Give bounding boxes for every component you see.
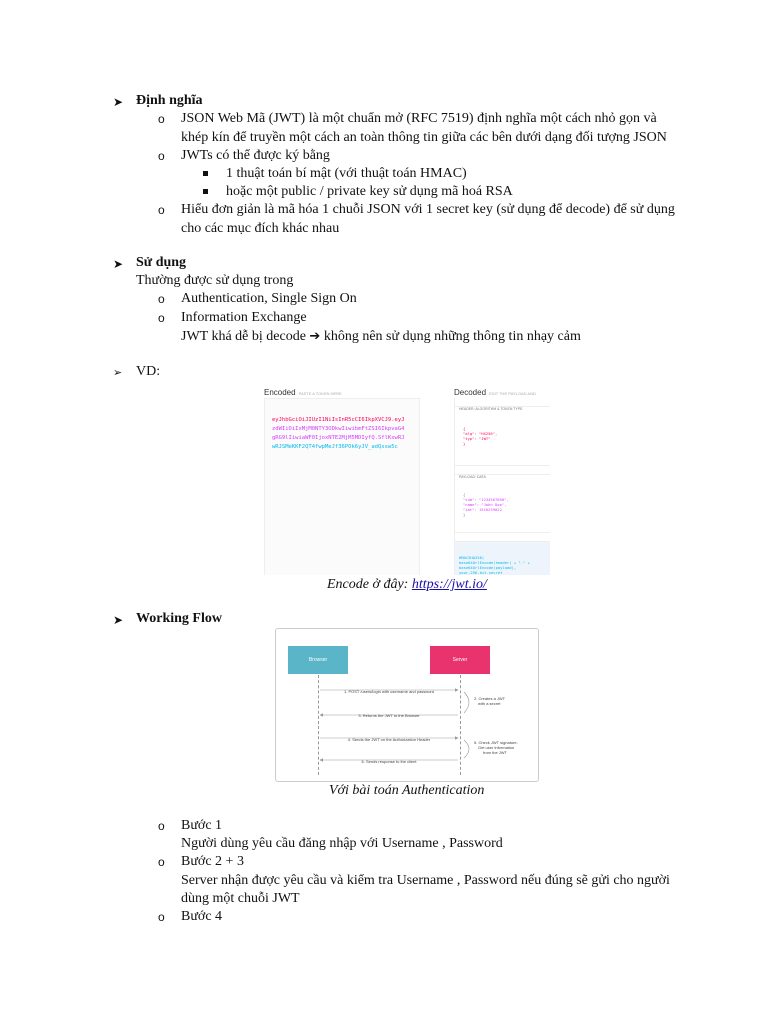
payload-json-line: "name": "John Doe", <box>463 502 507 507</box>
header-json-line: { <box>463 426 466 431</box>
payload-json-line: { <box>463 492 466 497</box>
definition-item-2: JWTs có thể được ký bằng <box>181 148 330 163</box>
list-bullet-o-icon: o <box>158 910 165 924</box>
definition-item-3-cont: cho các mục đích khác nhau <box>181 221 340 236</box>
flow-message-4: 6. Sends response to the client <box>361 759 417 764</box>
section-heading-example: VD: <box>136 364 161 379</box>
server-box: Server <box>430 646 490 674</box>
step-1-title: Bước 1 <box>181 818 223 833</box>
usage-note-right: không nên sử dụng những thông tin nhạy cảm <box>323 329 581 344</box>
definition-item-1-cont: khép kín để truyền một cách an toàn thông tin giữa các bên dưới dạng đối tượng JSON <box>181 130 667 145</box>
payload-json-line: } <box>463 512 466 517</box>
usage-item-1: Authentication, Single Sign On <box>181 291 357 306</box>
step-1-desc: Người dùng yêu cầu đăng nhập với Username , Password <box>181 836 503 851</box>
list-bullet-o-icon: o <box>158 292 165 306</box>
example-caption <box>327 576 487 594</box>
definition-subitem-2: hoặc một public / private key sử dụng mã hoá RSA <box>226 184 513 199</box>
section-heading-usage: Sử dụng <box>136 255 187 270</box>
verify-line: your-256-bit-secret <box>459 570 503 575</box>
verify-line: base64UrlEncode(payload), <box>459 565 517 570</box>
decoded-title: Decoded EDIT THE PAYLOAD AND <box>454 388 536 397</box>
list-bullet-o-icon: o <box>158 112 165 126</box>
browser-box: Browser <box>288 646 348 674</box>
step-2-desc: Server nhận được yêu cầu và kiểm tra Username , Password nếu đúng sẽ gửi cho người <box>181 873 670 888</box>
definition-item-3: Hiểu đơn giản là mã hóa 1 chuỗi JSON với 1 secret key (sử dụng để decode) để sử dụng <box>181 202 675 217</box>
payload-section <box>455 465 550 479</box>
flow-message-3: 4. Sends the JWT on the Authorization Header <box>347 737 431 742</box>
right-arrow-icon: ➔ <box>309 329 321 344</box>
verify-section <box>455 532 550 542</box>
flow-message-2: 3. Returns the JWT to the Browser <box>358 713 420 718</box>
step-2-desc-cont: dùng một chuỗi JWT <box>181 891 300 906</box>
list-bullet-o-icon: o <box>158 855 165 869</box>
payload-json-line: "iat": 1516239022 <box>463 507 502 512</box>
secret-checkbox-label <box>459 569 512 575</box>
usage-note-left: JWT khá dễ bị decode <box>181 329 306 344</box>
verify-line: base64UrlEncode(header) + "." + <box>459 560 530 565</box>
section-heading-definition: Định nghĩa <box>136 93 203 108</box>
list-bullet-o-icon: o <box>158 819 165 833</box>
square-bullet-icon <box>203 171 208 176</box>
header-label: HEADER: ALGORITHM & TOKEN TYPE <box>459 407 523 411</box>
token-line: wRJSMeKKF2QT4fwpMeJf36POk6yJV_adQssw5c <box>272 444 398 450</box>
token-line: gRG9lIiwiaWF0IjoxNTE2MjM5MDIyfQ.SflKxwRJ <box>272 435 405 441</box>
definition-subitem-1: 1 thuật toán bí mật (với thuật toán HMAC) <box>226 166 467 181</box>
jwt-io-screenshot <box>264 380 550 575</box>
section-bullet-arrow-outline-icon: ➢ <box>113 366 123 379</box>
usage-note <box>181 328 581 346</box>
step-2-title: Bước 2 + 3 <box>181 854 244 869</box>
flow-caption: Với bài toán Authentication <box>329 783 485 798</box>
usage-intro: Thường được sử dụng trong <box>136 273 294 288</box>
decoded-panel <box>454 398 550 575</box>
encoded-title: Encoded PASTE A TOKEN HERE <box>264 388 342 397</box>
section-heading-working-flow: Working Flow <box>136 611 222 626</box>
flow-note-2: 5. Check JWT signature. Get user information from the JWT <box>474 740 518 755</box>
caption-text: Encode ở đây: <box>327 577 412 592</box>
flow-message-1: 1. POST /users/login with username and password <box>344 689 434 694</box>
encoded-token-panel <box>264 398 420 575</box>
square-bullet-icon <box>203 189 208 194</box>
definition-item-1: JSON Web Mã (JWT) là một chuẩn mở (RFC 7519) định nghĩa một cách nhỏ gọn và <box>181 111 657 126</box>
list-bullet-o-icon: o <box>158 203 165 217</box>
self-arrow-check-jwt <box>464 740 469 758</box>
header-section <box>455 398 550 411</box>
payload-label: PAYLOAD: DATA <box>459 475 486 479</box>
list-bullet-o-icon: o <box>158 311 165 325</box>
section-bullet-arrow-icon: ➤ <box>113 257 124 271</box>
list-bullet-o-icon: o <box>158 149 165 163</box>
auth-flow-diagram <box>275 628 539 782</box>
token-line: eyJhbGciOiJIUzI1NiIsInR5cCI6IkpXVCJ9.eyJ <box>272 417 405 423</box>
section-bullet-arrow-icon: ➤ <box>113 95 124 109</box>
jwt-io-link[interactable]: https://jwt.io/ <box>411 577 487 592</box>
flow-note-1: 2. Creates a JWT with a secret <box>474 696 506 706</box>
step-4-title: Bước 4 <box>181 909 223 924</box>
usage-item-2: Information Exchange <box>181 310 307 325</box>
header-json-line: } <box>463 441 466 446</box>
token-line: zdWIiOiIxMjM0NTY3ODkwIiwibmFtZSI6IkpvaG4 <box>272 426 405 432</box>
header-json-line: "typ": "JWT" <box>463 436 491 441</box>
payload-json-line: "sub": "1234567890", <box>463 497 509 502</box>
header-json-line: "alg": "HS256", <box>463 431 498 436</box>
section-bullet-arrow-icon: ➤ <box>113 613 124 627</box>
verify-line: HMACSHA256( <box>459 555 485 560</box>
self-arrow-create-jwt <box>464 692 469 713</box>
